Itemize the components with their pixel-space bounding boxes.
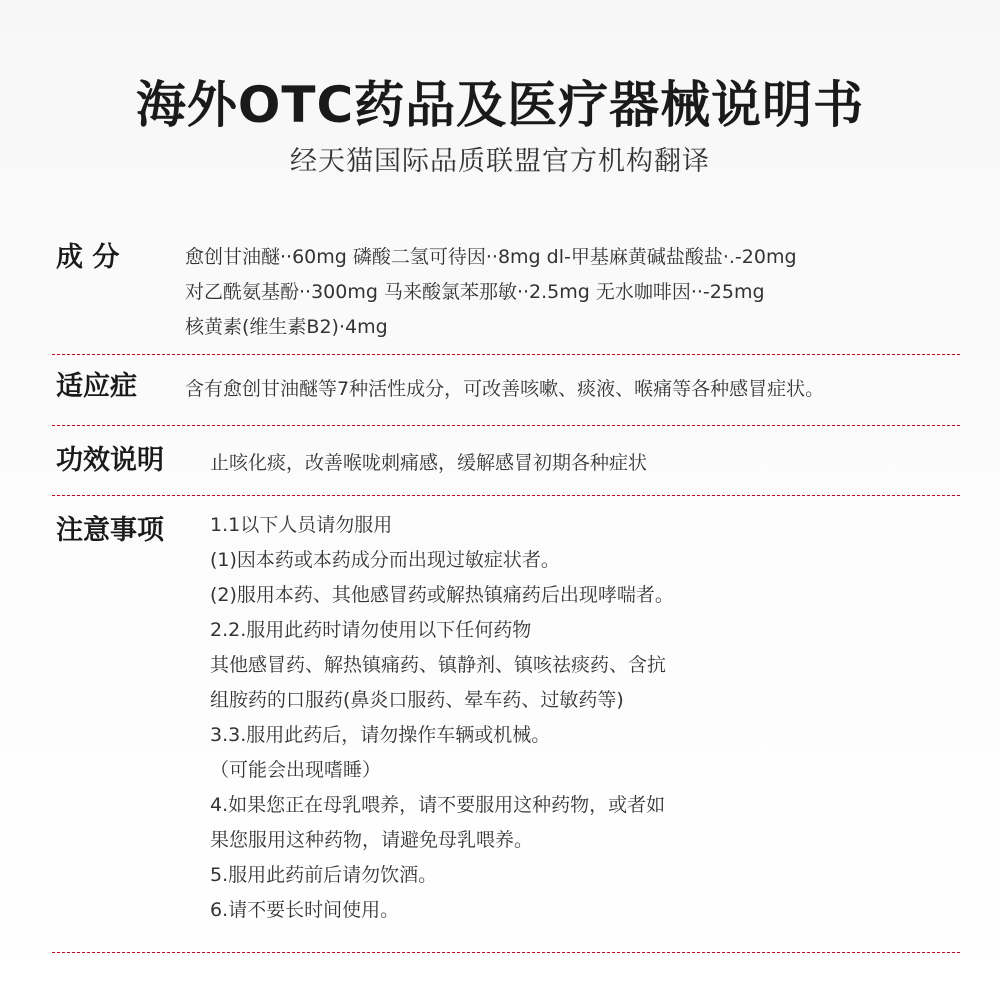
precautions-line: 6.请不要长时间使用。 [210, 899, 400, 921]
section-divider [52, 952, 960, 953]
indications-label: 适应症 [56, 371, 137, 402]
efficacy-line: 止咳化痰，改善喉咙刺痛感，缓解感冒初期各种症状 [210, 452, 648, 474]
precautions-line: （可能会出现嗜睡） [210, 759, 382, 781]
precautions-line: 3.3.服用此药后，请勿操作车辆或机械。 [210, 724, 551, 746]
precautions-line: 果您服用这种药物，请避免母乳喂养。 [210, 829, 534, 851]
section-divider [52, 495, 960, 496]
indications-content [185, 372, 824, 407]
ingredients-line: 愈创甘油醚··60mg 磷酸二氢可待因··8mg dl-甲基麻黄碱盐酸盐·.-20mg [185, 246, 797, 268]
precautions-line: 组胺药的口服药(鼻炎口服药、晕车药、过敏药等) [210, 689, 624, 711]
precautions-label: 注意事项 [56, 515, 164, 546]
efficacy-content [210, 446, 647, 481]
precautions-line: (1)因本药或本药成分而出现过敏症状者。 [210, 549, 560, 571]
ingredients-content [185, 240, 797, 345]
ingredients-line: 核黄素(维生素B2)·4mg [185, 316, 388, 338]
precautions-line: 4.如果您正在母乳喂养，请不要服用这种药物，或者如 [210, 794, 666, 816]
section-divider [52, 425, 960, 426]
precautions-content [210, 508, 674, 928]
precautions-line: 5.服用此药前后请勿饮酒。 [210, 864, 438, 886]
precautions-line: 其他感冒药、解热镇痛药、镇静剂、镇咳祛痰药、含抗 [210, 654, 667, 676]
ingredients-line: 对乙酰氨基酚··300mg 马来酸氯苯那敏··2.5mg 无水咖啡因··-25mg [185, 281, 765, 303]
indications-line: 含有愈创甘油醚等7种活性成分，可改善咳嗽、痰液、喉痛等各种感冒症状。 [185, 378, 825, 400]
precautions-line: 2.2.服用此药时请勿使用以下任何药物 [210, 619, 532, 641]
efficacy-label: 功效说明 [56, 445, 164, 476]
precautions-line: 1.1以下人员请勿服用 [210, 514, 393, 536]
section-divider [52, 354, 960, 355]
page-subtitle: 经天猫国际品质联盟官方机构翻译 [290, 146, 710, 177]
precautions-line: (2)服用本药、其他感冒药或解热镇痛药后出现哮喘者。 [210, 584, 674, 606]
page-title: 海外OTC药品及医疗器械说明书 [135, 76, 865, 134]
ingredients-label: 成 分 [56, 242, 120, 273]
